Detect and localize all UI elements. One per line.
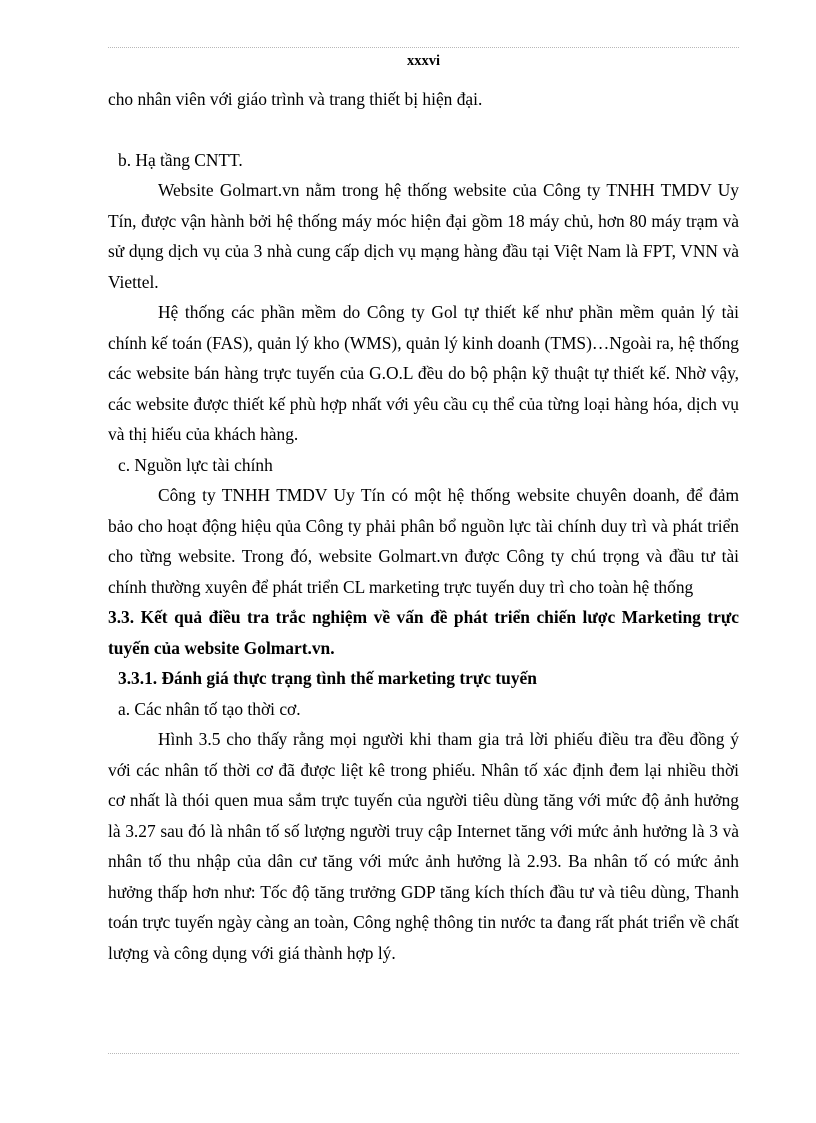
list-item-c: c. Nguồn lực tài chính bbox=[118, 454, 273, 475]
paragraph-infrastructure-2: Hệ thống các phần mềm do Công ty Gol tự thiết kế như phần mềm quản lý tài chính kế toán (FAS), quản lý kho (WMS), quản lý kinh doanh (TMS)…Ngoài ra, hệ thống các website bán hàng trực tuyến của G.O.L đều do bộ phận kỹ thuật tự thiết kế. Nhờ vậy, các website được thiết kế phù hợp nhất với yêu cầu cụ thể của từng loại hàng hóa, dịch vụ và thị hiếu của khách hàng. bbox=[108, 302, 739, 444]
subsection-heading-3-3-1: 3.3.1. Đánh giá thực trạng tình thế marketing trực tuyến bbox=[118, 668, 537, 688]
paragraph-infrastructure-1: Website Golmart.vn nằm trong hệ thống website của Công ty TNHH TMDV Uy Tín, được vận hành bởi hệ thống máy móc hiện đại gồm 18 máy chủ, hơn 80 máy trạm và sử dụng dịch vụ của 3 nhà cung cấp dịch vụ mạng hàng đầu tại Việt Nam là FPT, VNN và Viettel. bbox=[108, 180, 739, 292]
list-item-b: b. Hạ tầng CNTT. bbox=[118, 149, 243, 170]
list-item-a: a. Các nhân tố tạo thời cơ. bbox=[118, 698, 301, 719]
paragraph-factors: Hình 3.5 cho thấy rằng mọi người khi tham gia trả lời phiếu điều tra đều đồng ý với các nhân tố thời cơ đã được liệt kê trong phiếu. Nhân tố xác định đem lại nhiều thời cơ nhất là thói quen mua sắm trực tuyến của người tiêu dùng tăng với mức độ ảnh hưởng là 3.27 sau đó là nhân tố số lượng người truy cập Internet tăng với mức ảnh hưởng là 3 và nhân tố thu nhập của dân cư tăng với mức ảnh hưởng là 2.93. Ba nhân tố có mức ảnh hưởng thấp hơn như: Tốc độ tăng trưởng GDP tăng kích thích đầu tư và tiêu dùng, Thanh toán trực tuyến ngày càng an toàn, Công nghệ thông tin nước ta đang rất phát triển về chất lượng và công dụng với giá thành hợp lý. bbox=[108, 729, 739, 963]
paragraph-finance: Công ty TNHH TMDV Uy Tín có một hệ thống website chuyên doanh, để đảm bảo cho hoạt động hiệu qủa Công ty phải phân bổ nguồn lực tài chính duy trì và phát triển cho từng website. Trong đó, website Golmart.vn được Công ty chú trọng và đầu tư tài chính thường xuyên để phát triển CL marketing trực tuyến duy trì cho toàn hệ thống bbox=[108, 485, 739, 597]
header-rule bbox=[108, 47, 739, 48]
page-number: xxxvi bbox=[406, 53, 441, 69]
document-body bbox=[108, 84, 739, 968]
footer-rule bbox=[108, 1053, 739, 1054]
paragraph-continuation: cho nhân viên với giáo trình và trang thiết bị hiện đại. bbox=[108, 89, 483, 109]
section-heading-3-3: 3.3. Kết quả điều tra trắc nghiệm về vấn đề phát triển chiến lược Marketing trực tuyến của website Golmart.vn. bbox=[108, 607, 739, 658]
